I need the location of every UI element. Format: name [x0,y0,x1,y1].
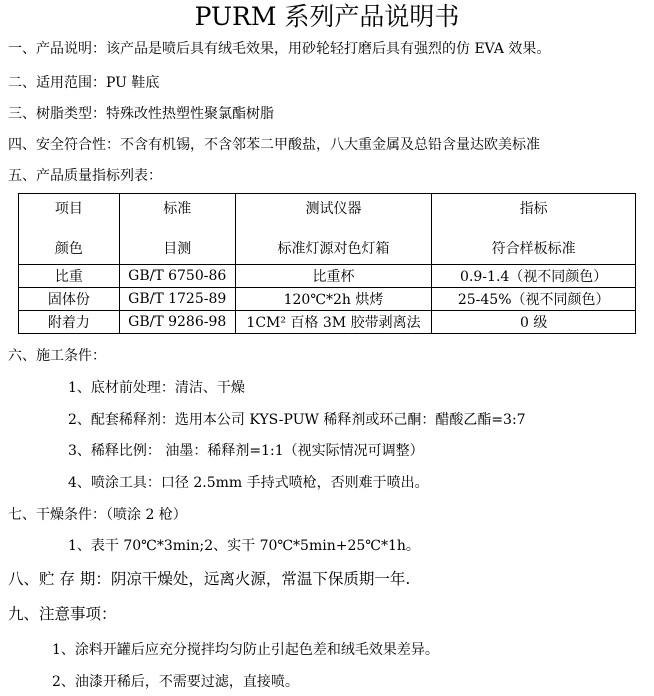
header-color: 颜色 [54,241,83,257]
section-drying-heading: 七、干燥条件：（喷涂 2 枪） [8,507,187,523]
construction-item: 2、配套稀释剂：选用本公司 KYS-PUW 稀释剂或环己酮：醋酸乙酯=3:7 [68,412,526,428]
table-cell: GB/T 1725-89 [119,288,235,311]
header-item: 项目 [54,201,83,217]
table-cell: 25-45%（视不同颜色） [432,288,636,311]
table-row [19,288,636,311]
table-cell: 附着力 [19,311,120,334]
section-construction-heading: 六、施工条件： [8,348,106,364]
table-cell: 0.9-1.4（视不同颜色） [432,265,636,288]
table-cell: 1CM² 百格 3M 胶带剥离法 [235,311,432,334]
header-cell [235,194,432,265]
document-title: PURM 系列产品说明书 [194,2,460,31]
drying-item: 1、表干 70℃*3min;2、实干 70℃*5min+25℃*1h。 [68,538,420,554]
header-cell [432,194,636,265]
section-notes-heading: 九、注意事项： [8,605,117,623]
construction-item: 1、底材前处理：清洁、干燥 [68,380,245,396]
table-cell: 比重 [19,265,120,288]
table-cell: 120℃*2h 烘烤 [235,288,432,311]
header-visual: 目测 [163,241,192,257]
header-match: 符合样板标准 [491,241,576,257]
note-item: 2、油漆开稀后，不需要过滤，直接喷。 [52,674,299,690]
header-standard: 标准 [163,201,192,217]
section-scope: 二、适用范围：PU 鞋底 [8,75,160,91]
table-row [19,311,636,334]
construction-item: 4、喷涂工具：口径 2.5mm 手持式喷枪，否则难于喷出。 [68,475,429,491]
table-row [19,265,636,288]
header-index: 指标 [519,201,548,217]
section-product-description: 一、产品说明：该产品是喷后具有绒毛效果，用砂轮轻打磨后具有强烈的仿 EVA 效果。 [8,41,551,57]
table-cell: 0 级 [432,311,636,334]
table-cell: GB/T 9286-98 [119,311,235,334]
table-cell: 固体份 [19,288,120,311]
table-cell: 比重杯 [235,265,432,288]
note-item: 1、涂料开罐后应充分搅拌均匀防止引起色差和绒毛效果差异。 [52,642,439,658]
section-storage: 八、贮 存 期：阴凉干燥处，远离火源，常温下保质期一年. [8,570,411,588]
header-cell [119,194,235,265]
header-lightbox: 标准灯源对色灯箱 [277,241,390,257]
table-header-row [19,194,636,265]
section-resin-type: 三、树脂类型：特殊改性热塑性聚氯酯树脂 [8,106,274,122]
construction-item: 3、稀释比例： 油墨：稀释剂=1:1（视实际情况可调整） [68,443,424,459]
header-cell [19,194,120,265]
section-safety: 四、安全符合性：不含有机锡，不含邻苯二甲酸盐，八大重金属及总铅含量达欧美标准 [8,137,540,153]
quality-spec-table [18,193,636,334]
table-cell: GB/T 6750-86 [119,265,235,288]
section-quality-heading: 五、产品质量指标列表： [8,168,162,184]
header-instrument: 测试仪器 [305,201,362,217]
